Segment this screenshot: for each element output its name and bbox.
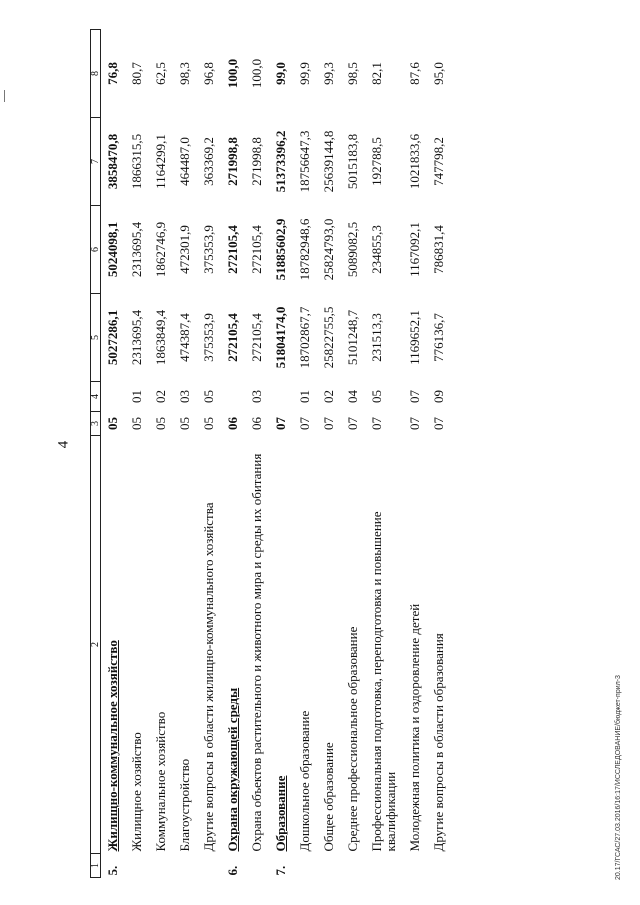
table-row <box>101 30 126 878</box>
row-number: 6. <box>225 865 240 876</box>
table-body <box>101 30 452 878</box>
value-col-6: 272105,4 <box>225 225 240 274</box>
section-code: 07 <box>369 417 384 430</box>
value-col-7: 192788,5 <box>369 137 384 186</box>
value-col-7: 25639144,8 <box>321 130 336 193</box>
value-col-7: 363369,2 <box>201 137 216 186</box>
value-col-5: 18702867,7 <box>297 306 312 369</box>
header-row <box>91 30 101 878</box>
subsection-code <box>221 382 245 412</box>
row-name: Профессиональная подготовка, переподготовка и повышение квалификации <box>369 511 398 852</box>
section-code: 06 <box>225 417 240 430</box>
value-col-6: 5089082,5 <box>345 221 360 278</box>
row-number <box>365 854 403 878</box>
value-col-5: 5101248,7 <box>345 309 360 366</box>
row-number <box>197 854 221 878</box>
table-row <box>149 30 173 878</box>
table-row <box>365 30 403 878</box>
section-code: 05 <box>177 417 192 430</box>
value-col-5: 776136,7 <box>431 313 446 362</box>
table-row <box>245 30 269 878</box>
subsection-code: 07 <box>407 390 422 403</box>
row-name: Другие вопросы в области жилищно-коммунального хозяйства <box>201 502 216 852</box>
value-col-8: 96,8 <box>201 62 216 85</box>
row-number <box>403 854 427 878</box>
row-number <box>173 854 197 878</box>
header-cell: 2 <box>91 436 101 854</box>
row-name: Другие вопросы в области образования <box>431 633 446 852</box>
table-row <box>221 30 245 878</box>
value-col-6: 25824793,0 <box>321 218 336 281</box>
rotated-table-container <box>90 30 451 878</box>
section-code: 07 <box>407 417 422 430</box>
value-col-8: 100,0 <box>249 58 264 89</box>
value-col-8: 99,9 <box>297 62 312 85</box>
value-col-8: 98,5 <box>345 62 360 85</box>
row-name: Охрана окружающей среды <box>225 687 240 852</box>
scan-mark <box>4 90 5 102</box>
row-number <box>125 854 149 878</box>
table-row <box>197 30 221 878</box>
section-code: 07 <box>431 417 446 430</box>
row-number: 7. <box>273 865 288 876</box>
subsection-code: 05 <box>201 390 216 403</box>
section-code: 05 <box>201 417 216 430</box>
value-col-7: 18756647,3 <box>297 130 312 193</box>
value-col-8: 95,0 <box>431 62 446 85</box>
page-number: 4 <box>55 440 72 449</box>
table-row <box>125 30 149 878</box>
table-row <box>317 30 341 878</box>
section-code: 05 <box>129 417 144 430</box>
value-col-5: 474387,4 <box>177 313 192 362</box>
value-col-6: 2313695,4 <box>129 221 144 278</box>
value-col-6: 272105,4 <box>249 225 264 274</box>
row-name: Благоустройство <box>177 758 192 852</box>
value-col-6: 234855,3 <box>369 225 384 274</box>
row-number <box>293 854 317 878</box>
row-name: Дошкольное образование <box>297 710 312 852</box>
row-name: Коммунальное хозяйство <box>153 711 168 852</box>
value-col-7: 1866315,5 <box>129 133 144 190</box>
value-col-5: 1863849,4 <box>153 309 168 366</box>
table-row <box>341 30 365 878</box>
header-cell: 3 <box>91 412 101 436</box>
value-col-5: 5027286,1 <box>105 309 120 366</box>
section-code: 07 <box>273 417 288 430</box>
value-col-7: 1164299,1 <box>153 134 168 189</box>
row-name: Жилищное хозяйство <box>129 732 144 852</box>
row-name: Жилищно-коммунальное хозяйство <box>105 640 120 852</box>
subsection-code <box>269 382 293 412</box>
value-col-6: 786831,4 <box>431 225 446 274</box>
table-row <box>293 30 317 878</box>
value-col-5: 272105,4 <box>225 313 240 362</box>
value-col-6: 472301,9 <box>177 225 192 274</box>
value-col-5: 375353,9 <box>201 313 216 362</box>
row-number <box>341 854 365 878</box>
table-row <box>403 30 427 878</box>
table-row <box>173 30 197 878</box>
section-code: 06 <box>249 417 264 430</box>
value-col-8: 100,0 <box>225 58 240 89</box>
subsection-code: 04 <box>345 390 360 403</box>
value-col-7: 271998,8 <box>225 137 240 186</box>
subsection-code: 05 <box>369 390 384 403</box>
value-col-6: 1862746,9 <box>153 221 168 278</box>
value-col-6: 18782948,6 <box>297 218 312 281</box>
value-col-8: 99,0 <box>273 62 288 85</box>
value-col-7: 3858470,8 <box>105 133 120 190</box>
value-col-6: 375353,9 <box>201 225 216 274</box>
value-col-8: 99,3 <box>321 62 336 85</box>
value-col-7: 271998,8 <box>249 137 264 186</box>
subsection-code: 03 <box>177 390 192 403</box>
table-row <box>427 30 451 878</box>
value-col-8: 76,8 <box>105 62 120 85</box>
row-name: Охрана объектов растительного и животного мира и среды их обитания <box>249 453 264 852</box>
value-col-5: 231513,3 <box>369 313 384 362</box>
subsection-code: 02 <box>321 390 336 403</box>
subsection-code: 01 <box>297 390 312 403</box>
section-code: 05 <box>153 417 168 430</box>
section-code: 07 <box>297 417 312 430</box>
value-col-5: 2313695,4 <box>129 309 144 366</box>
table-row <box>269 30 293 878</box>
value-col-8: 98,3 <box>177 62 192 85</box>
value-col-5: 272105,4 <box>249 313 264 362</box>
row-name: Общее образование <box>321 742 336 852</box>
row-number: 5. <box>105 865 120 876</box>
value-col-8: 62,5 <box>153 62 168 85</box>
section-code: 07 <box>345 417 360 430</box>
value-col-8: 87,6 <box>407 62 422 85</box>
budget-table <box>90 29 451 878</box>
value-col-5: 25822755,5 <box>321 306 336 369</box>
header-cell: 7 <box>91 118 101 206</box>
row-number <box>427 854 451 878</box>
subsection-code: 03 <box>249 390 264 403</box>
value-col-6: 5024098,1 <box>105 221 120 278</box>
value-col-7: 464487,0 <box>177 137 192 186</box>
value-col-5: 1169652,1 <box>407 310 422 365</box>
row-name: Среднее профессиональное образование <box>345 626 360 852</box>
value-col-7: 5015183,8 <box>345 133 360 190</box>
subsection-code <box>101 382 126 412</box>
row-number <box>245 854 269 878</box>
value-col-8: 80,7 <box>129 62 144 85</box>
subsection-code: 02 <box>153 390 168 403</box>
value-col-7: 747798,2 <box>431 137 446 186</box>
row-number <box>317 854 341 878</box>
value-col-7: 51373396,2 <box>273 130 288 193</box>
value-col-6: 1167092,1 <box>407 222 422 277</box>
section-code: 05 <box>105 417 120 430</box>
footer-file-path: 20.17/ГСАС/27.03.2016/16:17/ИССЛЕДОВАНИЕ/бюджет-прил-3 <box>615 675 622 880</box>
subsection-code: 01 <box>129 390 144 403</box>
header-cell: 6 <box>91 206 101 294</box>
value-col-5: 51804174,0 <box>273 306 288 369</box>
header-cell: 1 <box>91 854 101 878</box>
section-code: 07 <box>321 417 336 430</box>
value-col-7: 1021833,6 <box>407 133 422 190</box>
header-cell: 5 <box>91 294 101 382</box>
header-cell: 8 <box>91 30 101 118</box>
row-name: Молодежная политика и оздоровление детей <box>407 603 422 852</box>
subsection-code: 09 <box>431 390 446 403</box>
value-col-6: 51885602,9 <box>273 218 288 281</box>
header-cell: 4 <box>91 382 101 412</box>
value-col-8: 82,1 <box>369 62 384 85</box>
row-name: Образование <box>273 775 288 852</box>
row-number <box>149 854 173 878</box>
